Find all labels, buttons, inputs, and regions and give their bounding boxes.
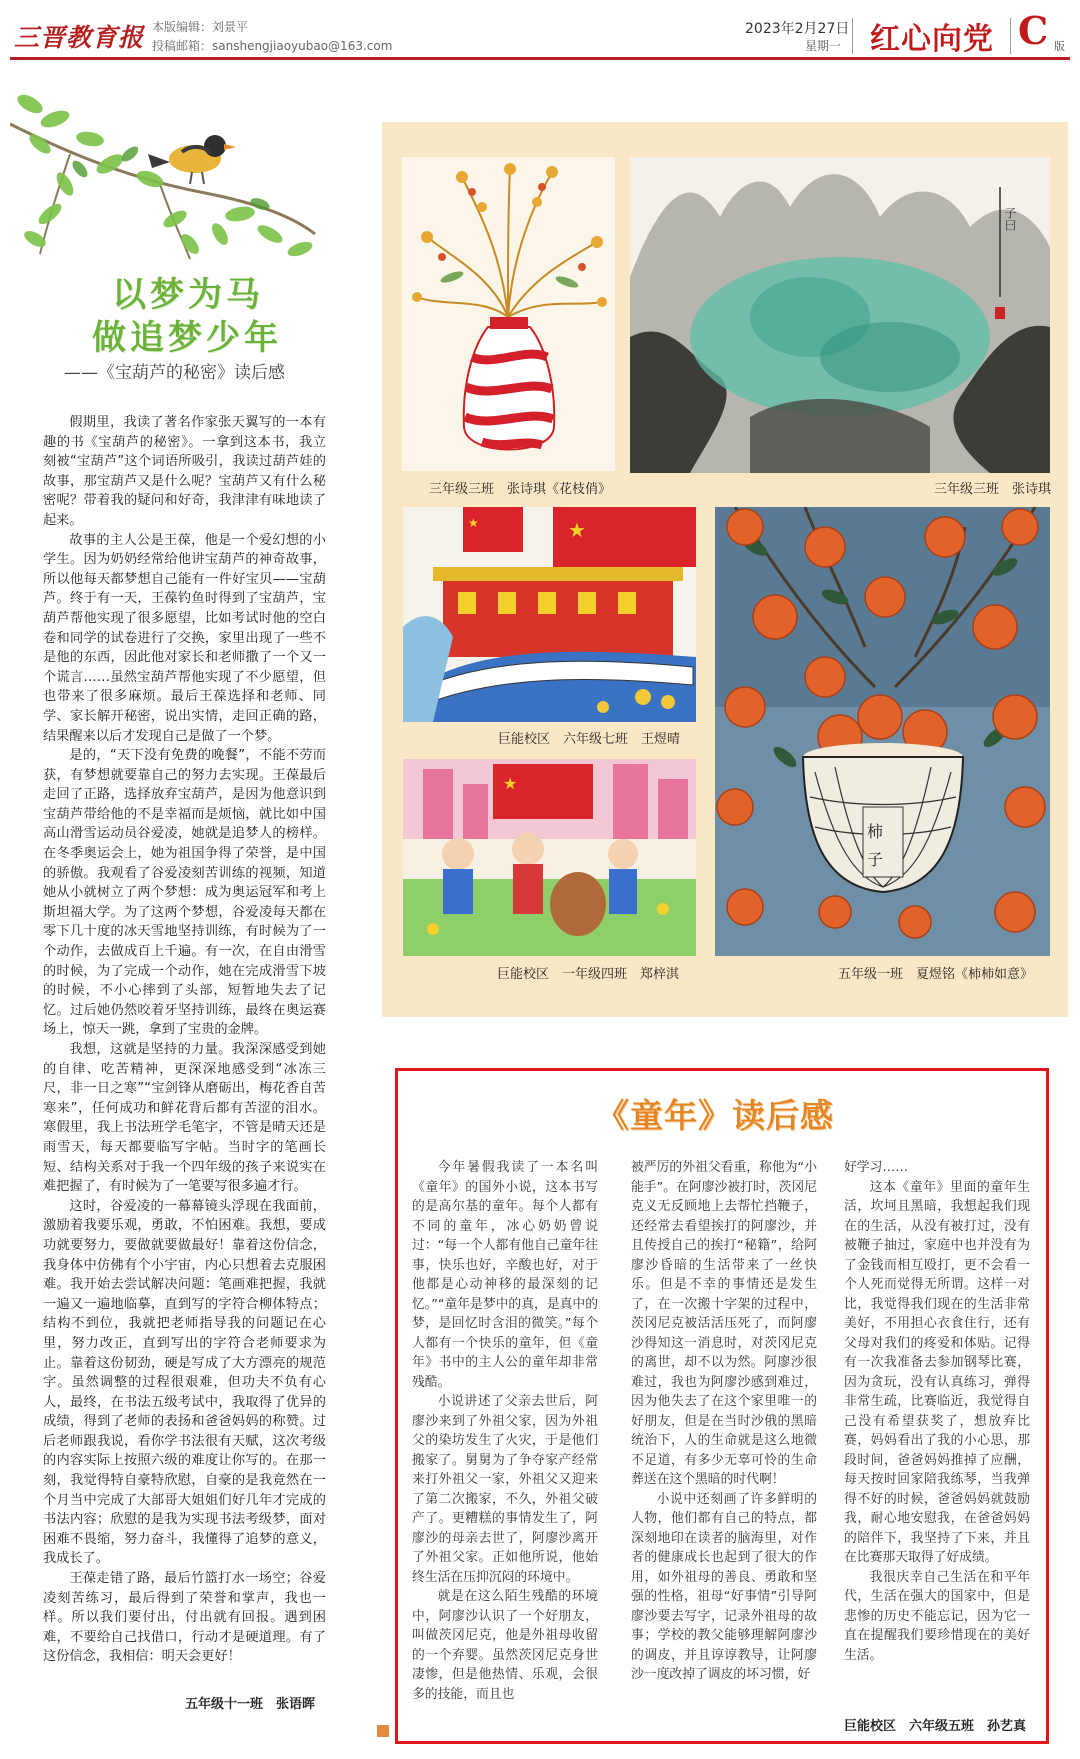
paragraph: 小说讲述了父亲去世后，阿廖沙来到了外祖父家，因为外祖父的染坊发生了火灾，于是他们搬家了。舅舅为了争夺家产经常来打外祖父一家，外祖父又迎来了第二次搬家，不久，外祖父破产了。更糟糕的事情发生了，阿廖沙的母亲去世了，阿廖沙离开了外祖父家。正如他所说，他始终生活在压抑沉闷的环境中。 xyxy=(412,1394,598,1585)
newspaper-masthead: 三晋教育报 xyxy=(14,23,145,52)
weekday: 星期一 xyxy=(805,39,842,53)
paragraph: 就是在这么陌生残酷的环境中，阿廖沙认识了一个好朋友，叫做茨冈尼克，他是外祖母收留的一个弃婴。虽然茨冈尼克身世凄惨，但是他热情、乐观，会很多的技能，而且也 xyxy=(412,1589,598,1702)
header-divider xyxy=(1010,18,1011,54)
paragraph: 我很庆幸自己生活在和平年代，生活在强大的国家中，但是悲惨的历史不能忘记，因为它一直在提醒我们要珍惜现在的美好生活。 xyxy=(844,1569,1030,1663)
header-divider xyxy=(852,18,853,54)
left-article-subtitle: ——《宝葫芦的秘密》读后感 xyxy=(64,363,285,383)
paragraph: 这本《童年》里面的童年生活，坎坷且黑暗，我想起我们现在的生活，从没有被打过，没有被鞭子抽过，家庭中也并没有为了金钱而相互殴打，更不会看一个人死而觉得无所谓。这样一对比，我觉得我们现在的生活非常美好，不用担心衣食住行，还有父母对我们的疼爱和体贴。记得有一次我准备去参加钢琴比赛，因为贪玩，没有认真练习，弹得非常生疏，比赛临近，我觉得自己没有希望获奖了，想放弃比赛，妈妈看出了我的小心思，那段时间，爸爸妈妈推掉了应酬，每天按时回家陪我练琴，当我弹得不好的时候，爸爸妈妈就鼓励我，耐心地安慰我，在爸爸妈妈的陪伴下，我坚持了下来，并且在比赛那天取得了好成绩。 xyxy=(844,1179,1030,1565)
paragraph: 被严厉的外祖父看重，称他为“小能手”。在阿廖沙被打时，茨冈尼克义无反顾地上去帮忙挡鞭子，还经常去看望挨打的阿廖沙，并且传授自己的挨打“秘籍”，给阿廖沙昏暗的生活带来了一丝快乐。但是不幸的事情还是发生了，在一次搬十字架的过程中，茨冈尼克被活活压死了，而阿廖沙得知这一消息时，对茨冈尼克的离世，却不以为然。阿廖沙很难过，我也为阿廖沙感到难过，因为他失去了在这个家里唯一的好朋友，但是在当时沙俄的黑暗统治下，人的生命就是这么地微不足道，有多少无辜可怜的生命葬送在这个黑暗的时代啊！ xyxy=(631,1160,817,1487)
painting-persimmons xyxy=(715,507,1050,956)
artwork-caption: 三年级三班 张诗琪 xyxy=(934,482,1052,497)
publication-date: 2023年2月27日 xyxy=(745,21,850,37)
paragraph: 小说中还刻画了许多鲜明的人物，他们都有自己的特点，都深刻地印在读者的脑海里，对作者的健康成长也起到了很大的作用，如外祖母的善良、勇敢和坚强的性格，祖母“好事情”引导阿廖沙要去写字，记录外祖母的故事；学校的教父能够理解阿廖沙的调皮，并且谆谆教导，让阿廖沙一度改掉了调皮的坏习惯，好 xyxy=(631,1491,817,1682)
right-article-column-2 xyxy=(631,1158,817,1685)
section-name: 红心向党 xyxy=(870,22,994,57)
left-article-author: 五年级十一班 张语晖 xyxy=(185,1697,316,1712)
paragraph: 这时，谷爱凌的一幕幕镜头浮现在我面前，激励着我要乐观，勇敢，不怕困难。我想，要成功就要努力，要做就要做最好！靠着这份信念，我身体中仿佛有个小宇宙，内心只想着去克服困难。我开始去尝试解决问题：笔画难把握，我就一遍又一遍地临摹，直到写的字符合柳体特点；结构不到位，我就把老师指导我的问题记在心里，努力改正，直到写出的字符合老师要求为止。靠着这份韧劲，硬是写成了大方漂亮的规范字。虽然调整的过程很艰难，但功夫不负有心人，最终，在书法五级考试中，我取得了优异的成绩，得到了老师的表扬和爸爸妈妈的称赞。过后老师跟我说，看你学书法很有天赋，这次考级的内容实际上按照六级的难度让你写的。在那一刻，我觉得特自豪特欣慰，自豪的是我竟然在一个月当中完成了大部哥大姐姐们好几年才完成的书法内容；欣慰的是我为实现书法考级梦，面对困难不畏缩，努力奋斗，我懂得了追梦的意义，我成长了。 xyxy=(43,1198,326,1567)
right-article-author: 巨能校区 六年级五班 孙艺真 xyxy=(844,1719,1027,1734)
painting-children-flag xyxy=(403,759,696,956)
frame-corner-marker xyxy=(377,1725,389,1737)
left-article-title-line1: 以梦为马 xyxy=(112,275,264,315)
right-article-column-1 xyxy=(412,1158,598,1704)
artwork-caption: 巨能校区 六年级七班 王煜晴 xyxy=(498,732,681,747)
paragraph: 假期里，我读了著名作家张天翼写的一本有趣的书《宝葫芦的秘密》。一拿到这本书，我立刻被“宝葫芦”这个词语所吸引，我读过葫芦娃的故事，那宝葫芦又是什么呢？宝葫芦又有什么秘密呢？带着我的疑问和好奇，我津津有味地读了起来。 xyxy=(43,415,326,528)
right-article-column-3 xyxy=(844,1158,1030,1665)
paragraph: 我想，这就是坚持的力量。我深深感受到她的自律、吃苦精神，更深深地感受到“冰冻三尺，非一日之寒”“宝剑锋从磨砺出，梅花香自苦寒来”，任何成功和鲜花背后都有苦涩的泪水。寒假里，我上书法班学毛笔字，不管是晴天还是雨雪天，每天都要临写字帖。当时字的笔画长短、结构关系对于我一个四年级的孩子来说实在难把握了，有时候为了一笔要写很多遍才行。 xyxy=(43,1042,326,1195)
right-article-title: 《童年》读后感 xyxy=(596,1096,834,1135)
left-article-body xyxy=(43,413,326,1667)
submission-email: 投稿邮箱：sanshengjiaoyubao@163.com xyxy=(152,39,393,53)
artwork-caption: 五年级一班 夏煜铭《柿柿如意》 xyxy=(838,967,1034,982)
section-letter: C xyxy=(1018,8,1049,53)
painting-inscription: 子曰 xyxy=(1003,207,1017,231)
header-rule xyxy=(10,57,1070,60)
svg-text:子: 子 xyxy=(867,850,884,869)
paragraph: 好学习…… xyxy=(844,1160,908,1175)
paragraph: 故事的主人公是王葆，他是一个爱幻想的小学生。因为奶奶经常给他讲宝葫芦的神奇故事，所以他每天都梦想自己能有一件好宝贝——宝葫芦。终于有一天，王葆钓鱼时得到了宝葫芦，宝葫芦帮他实现了很多愿望，比如考试时他的空白卷和同学的试卷进行了交换，家里出现了一些不是他的东西，因此他对家长和老师撒了一个又一个谎言……虽然宝葫芦帮他实现了不少愿望，但也带来了很多麻烦。最后王葆选择和老师、同学、家长解开秘密，说出实情，走回正确的路，结果醒来以后才发现自己是做了一个梦。 xyxy=(43,532,326,744)
svg-text:★: ★ xyxy=(468,516,479,530)
paragraph: 今年暑假我读了一本名叫《童年》的国外小说，这本书写的是高尔基的童年。每个人都有不同的童年，冰心奶奶曾说过：“每一个人都有他自己童年往事，快乐也好，辛酸也好，对于他都是心动神移的最深刻的记忆。”“童年是梦中的真，是真中的梦，是回忆时含泪的微笑。”每个人都有一个快乐的童年，但《童年》书中的主人公的童年却非常残酷。 xyxy=(412,1160,599,1390)
painting-flower-vase xyxy=(402,157,615,471)
painting-tiananmen-train xyxy=(403,507,696,722)
svg-text:★: ★ xyxy=(568,518,586,542)
bird-branch-illustration xyxy=(10,84,320,264)
paragraph: 王葆走错了路，最后竹篮打水一场空；谷爱凌刻苦练习，最后得到了荣誉和掌声，我也一样。所以我们要付出，付出就有回报。遇到困难，不要给自己找借口，行动才是硬道理。有了这份信念，我相信：明天会更好！ xyxy=(43,1571,326,1665)
svg-text:柿: 柿 xyxy=(867,822,884,841)
left-article-title-line2: 做追梦少年 xyxy=(92,318,282,358)
painting-ink-landscape xyxy=(630,157,1050,473)
artwork-caption: 三年级三班 张诗琪《花枝俏》 xyxy=(429,482,612,497)
edition-label: 版 xyxy=(1054,40,1065,53)
editor-line: 本版编辑：刘景平 xyxy=(152,20,249,34)
artwork-caption: 巨能校区 一年级四班 郑梓淇 xyxy=(497,967,680,982)
svg-text:★: ★ xyxy=(503,774,518,793)
paragraph: 是的，“天下没有免费的晚餐”，不能不劳而获，有梦想就要靠自己的努力去实现。王葆最后走回了正路，选择放弃宝葫芦，是因为他意识到宝葫芦带给他的不是幸福而是烦恼，就比如中国高山滑雪运动员谷爱凌，她就是追梦人的榜样。在冬季奥运会上，她为祖国争得了荣誉，是中国的骄傲。我观看了谷爱凌刻苦训练的视频，知道她从小就树立了两个梦想：成为奥运冠军和考上斯坦福大学。为了这两个梦想，谷爱凌每天都在零下几十度的冰天雪地坚持训练，有时候为了一个动作，去做成百上千遍。有一次，在自由滑雪的时候，为了完成一个动作，她在完成滑雪下坡的时候，不小心摔到了头部，短暂地失去了记忆。过后她仍然咬着牙坚持训练，最终在奥运赛场上，惊天一跳，拿到了宝贵的金牌。 xyxy=(43,748,326,1038)
